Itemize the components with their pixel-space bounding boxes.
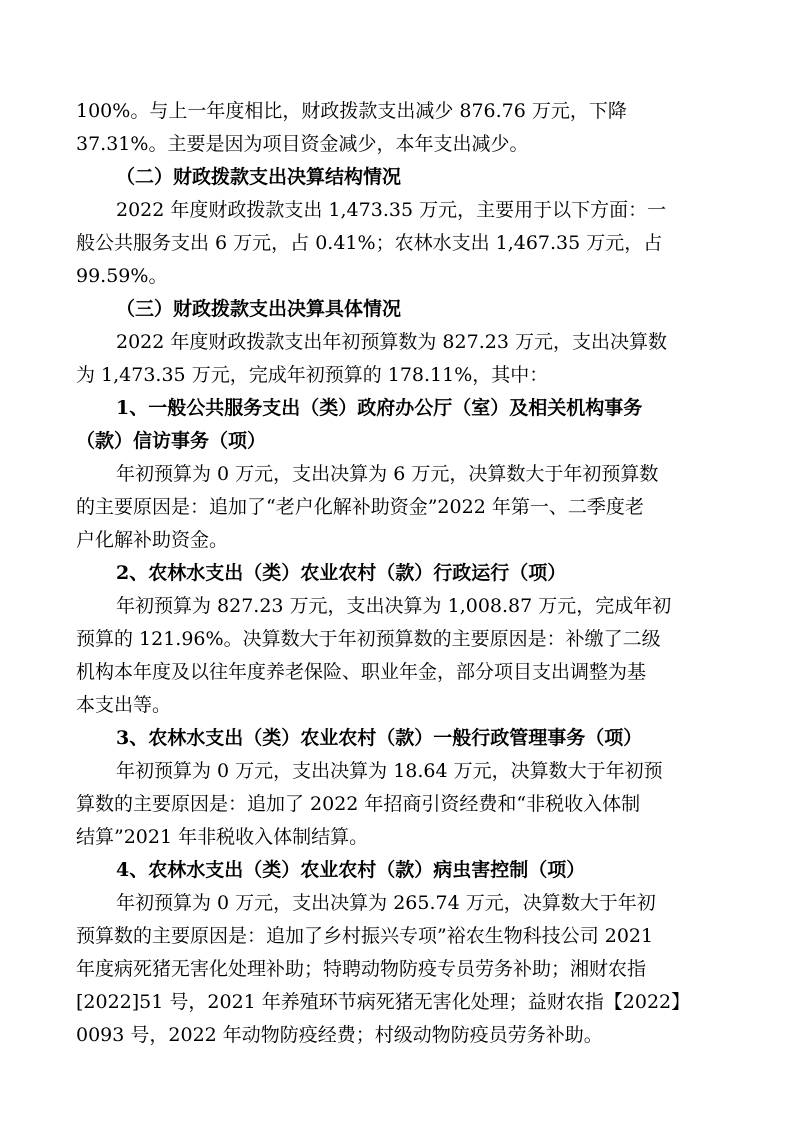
- body-text-line: 99.59%。: [76, 265, 168, 287]
- subsection-heading: 4、农林水支出（类）农业农村（款）病虫害控制（项）: [116, 859, 586, 881]
- body-text-line: 的主要原因是：追加了“老户化解补助资金”2022 年第一、二季度老: [76, 496, 644, 518]
- body-text-line: 户化解补助资金。: [76, 529, 229, 551]
- subsection-heading: （款）信访事务（项）: [76, 430, 267, 452]
- section-heading: （三）财政拨款支出决算具体情况: [116, 298, 402, 320]
- body-text-line: 年初预算为 0 万元，支出决算为 18.64 万元，决算数大于年初预: [116, 760, 663, 782]
- body-text-line: 为 1,473.35 万元，完成年初预算的 178.11%，其中：: [76, 364, 549, 386]
- body-text-line: 2022 年度财政拨款支出年初预算数为 827.23 万元，支出决算数: [116, 331, 667, 353]
- body-text-line: 本支出等。: [76, 694, 172, 716]
- body-text-line: 年度病死猪无害化处理补助；特聘动物防疫专员劳务补助；湘财农指: [76, 958, 647, 980]
- body-text-line: 结算”2021 年非税收入体制结算。: [76, 826, 369, 848]
- section-heading: （二）财政拨款支出决算结构情况: [116, 166, 402, 188]
- body-text-line: 年初预算为 0 万元，支出决算为 6 万元，决算数大于年初预算数: [116, 463, 659, 485]
- body-text-line: 2022 年度财政拨款支出 1,473.35 万元，主要用于以下方面：一: [116, 199, 667, 221]
- body-text-line: 般公共服务支出 6 万元，占 0.41%；农林水支出 1,467.35 万元，占: [76, 232, 663, 254]
- body-text-line: [2022]51 号，2021 年养殖环节病死猪无害化处理；益财农指【2022】: [76, 991, 691, 1013]
- subsection-heading: 3、农林水支出（类）农业农村（款）一般行政管理事务（项）: [116, 727, 643, 749]
- body-text-line: 年初预算为 827.23 万元，支出决算为 1,008.87 万元，完成年初: [116, 595, 672, 617]
- body-text-line: 0093 号，2022 年动物防疫经费；村级动物防疫员劳务补助。: [76, 1024, 603, 1046]
- body-text-line: 算数的主要原因是：追加了 2022 年招商引资经费和“非税收入体制: [76, 793, 641, 815]
- body-text-line: 预算数的主要原因是：追加了乡村振兴专项”裕农生物科技公司 2021: [76, 925, 654, 947]
- body-text-line: 100%。与上一年度相比，财政拨款支出减少 876.76 万元，下降: [76, 100, 627, 122]
- subsection-heading: 1、一般公共服务支出（类）政府办公厅（室）及相关机构事务: [116, 397, 643, 419]
- body-text-line: 机构本年度及以往年度养老保险、职业年金，部分项目支出调整为基: [76, 661, 647, 683]
- body-text-line: 37.31%。主要是因为项目资金减少，本年支出减少。: [76, 133, 529, 155]
- body-text-line: 预算的 121.96%。决算数大于年初预算数的主要原因是：补缴了二级: [76, 628, 661, 650]
- subsection-heading: 2、农林水支出（类）农业农村（款）行政运行（项）: [116, 562, 567, 584]
- body-text-line: 年初预算为 0 万元，支出决算为 265.74 万元，决算数大于年初: [116, 892, 656, 914]
